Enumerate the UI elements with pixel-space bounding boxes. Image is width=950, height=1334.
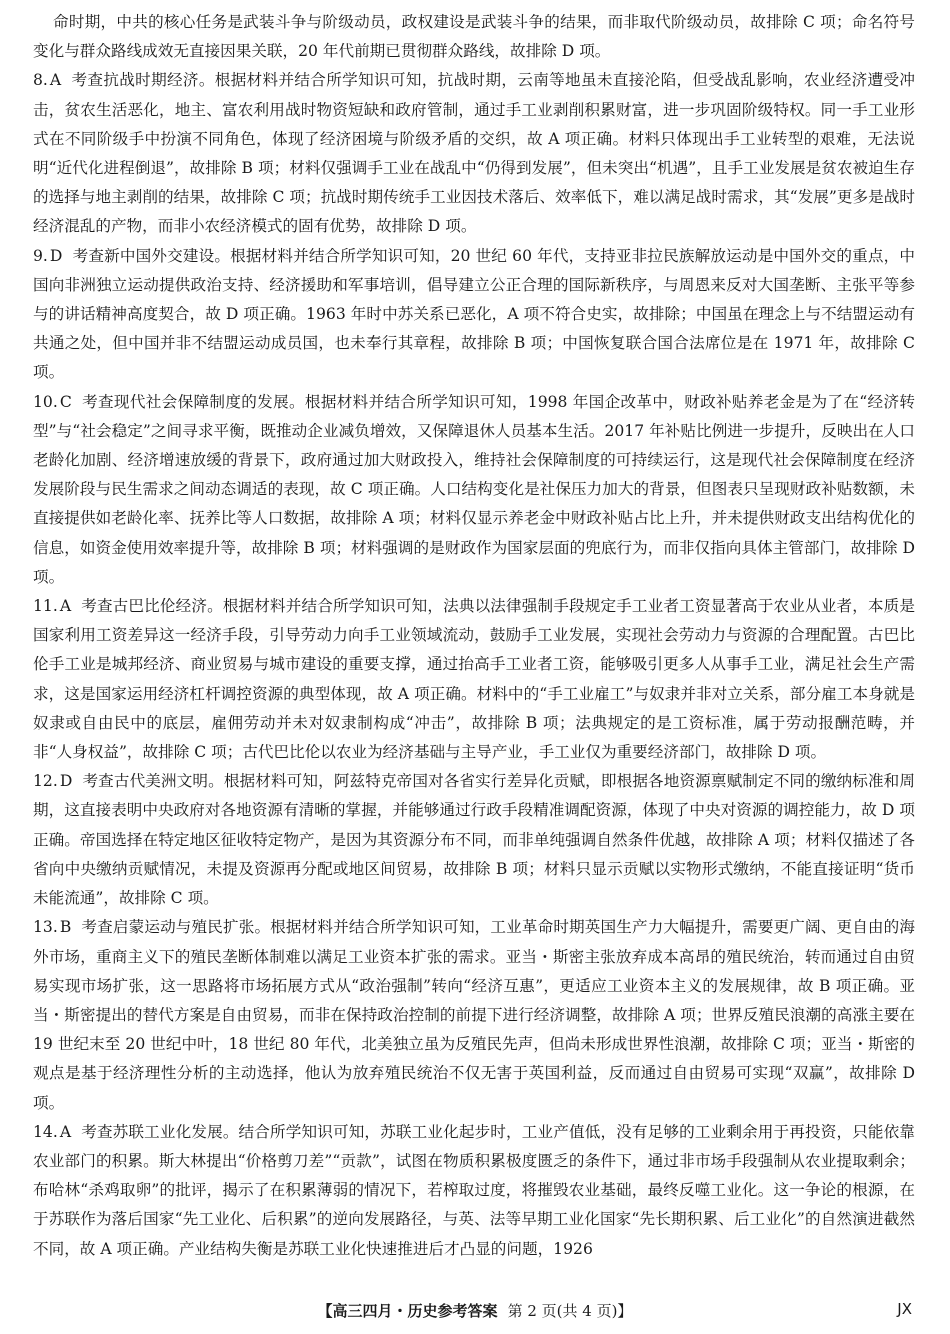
item-number: 10. xyxy=(33,392,58,411)
item-number: 8. xyxy=(33,71,48,90)
item-explanation: 考查苏联工业化发展。结合所学知识可知，苏联工业化起步时，工业产值低，没有足够的工业剩余用于再投资，只能依靠农业部门的积累。斯大林提出“价格剪刀差”“贡款”，试图在物质积累极度匮乏的条件下，通过非市场手段强制从农业提取剩余；布哈林“杀鸡取卵”的批评，揭示了在积累薄弱的情况下，若榨取过度，将摧毁农业基础，最终反噬工业化。这一争论的根源，在于苏联作为落后国家“先工业化、后积累”的逆向发展路径，与英、法等早期工业化国家“先长期积累、后工业化”的自然演进截然不同，故 A 项正确。产业结构失衡是苏联工业化快速推进后才凸显的问题，1926 xyxy=(33,1122,915,1258)
footer-title: 【高三四月・历史参考答案 xyxy=(317,1302,498,1320)
item-answer: D xyxy=(59,772,73,791)
footer-center xyxy=(0,1300,950,1321)
answer-item-13 xyxy=(33,913,915,1117)
item-explanation: 考查古巴比伦经济。根据材料并结合所学知识可知，法典以法律强制手段规定手工业者工资显著高于农业从业者，本质是国家利用工资差异这一经济手段，引导劳动力向手工业领域流动，鼓励手工业发展，实现社会劳动力与资源的合理配置。古巴比伦手工业是城邦经济、商业贸易与城市建设的重要支撑，通过抬高手工业者工资，能够吸引更多人从事手工业，满足社会生产需求，这是国家运用经济杠杆调控资源的典型体现，故 A 项正确。材料中的“手工业雇工”与奴隶并非对立关系，部分雇工本身就是奴隶或自由民中的底层，雇佣劳动并未对奴隶制构成“冲击”，故排除 B 项；法典规定的是工资标准，属于劳动报酬范畴，并非“人身权益”，故排除 C 项；古代巴比伦以农业为经济基础与主导产业，手工业仅为重要经济部门，故排除 D 项。 xyxy=(33,597,915,762)
item-answer: A xyxy=(59,597,72,616)
item-number: 13. xyxy=(33,918,58,937)
item-number: 9. xyxy=(33,246,48,265)
item-explanation: 考查新中国外交建设。根据材料并结合所学知识可知，20 世纪 60 年代，支持亚非拉民族解放运动是中国外交的重点，中国向非洲独立运动提供政治支持、经济援助和军事培训，倡导建立公正合理的国际新秩序，与周恩来反对大国垄断、主张平等参与的讲话精神高度契合，故 D 项正确。1963 年时中苏关系已恶化，A 项不符合史实，故排除；中国虽在理念上与不结盟运动有共通之处，但中国并非不结盟运动成员国，也未奉行其章程，故排除 B 项；中国恢复联合国合法席位是在 1971 年，故排除 C 项。 xyxy=(33,246,915,382)
footer-page-number: 第 2 页(共 4 页)】 xyxy=(507,1302,633,1320)
lead-paragraph: 命时期，中共的核心任务是武装斗争与阶级动员，政权建设是武装斗争的结果，而非取代阶级动员，故排除 C 项；命名符号变化与群众路线成效无直接因果关联，20 年代前期已贯彻群众路线，故排除 D 项。 xyxy=(33,13,915,61)
item-number: 12. xyxy=(33,772,58,791)
answer-item-11 xyxy=(33,592,915,767)
answer-item-14 xyxy=(33,1118,915,1264)
item-answer: A xyxy=(59,1122,72,1141)
answer-item-8 xyxy=(33,66,915,241)
answer-content xyxy=(33,8,915,1264)
item-answer: A xyxy=(49,71,62,90)
answer-item-10 xyxy=(33,388,915,592)
item-explanation: 考查现代社会保障制度的发展。根据材料并结合所学知识可知，1998 年国企改革中，财政补贴养老金是为了在“经济转型”与“社会稳定”之间寻求平衡，既推动企业减负增效，又保障退休人员基本生活。2017 年补贴比例进一步提升，反映出在人口老龄化加剧、经济增速放缓的背景下，政府通过加大财政投入，维持社会保障制度的可持续运行，这是现代社会保障制度在经济发展阶段与民生需求之间动态调适的表现，故 C 项正确。人口结构变化是社保压力加大的背景，但图表只呈现财政补贴数额，未直接提供如老龄化率、抚养比等人口数据，故排除 A 项；材料仅显示养老金中财政补贴占比上升，并未提供财政支出结构优化的信息，如资金使用效率提升等，故排除 B 项；材料强调的是财政作为国家层面的兜底行为，而非仅指向具体主管部门，故排除 D 项。 xyxy=(33,392,915,586)
item-number: 11. xyxy=(33,597,58,616)
item-answer: B xyxy=(59,918,72,937)
answer-item-9 xyxy=(33,242,915,388)
answer-item-12 xyxy=(33,767,915,913)
footer-code: JX xyxy=(897,1300,912,1318)
item-explanation: 考查启蒙运动与殖民扩张。根据材料并结合所学知识可知，工业革命时期英国生产力大幅提升，需要更广阔、更自由的海外市场，重商主义下的殖民垄断体制难以满足工业资本扩张的需求。亚当・斯密主张放弃成本高昂的殖民统治，转而通过自由贸易实现市场扩张，这一思路将市场拓展方式从“政治强制”转向“经济互惠”，更适应工业资本主义的发展规律，故 B 项正确。亚当・斯密提出的替代方案是自由贸易，而非在保持政治控制的前提下进行经济调整，故排除 A 项；世界反殖民浪潮的高涨主要在 19 世纪末至 20 世纪中叶，18 世纪 80 年代，北美独立虽为反殖民先声，但尚未形成世界性浪潮，故排除 C 项；亚当・斯密的观点是基于经济理性分析的主动选择，他认为放弃殖民统治不仅无害于英国利益，反而通过自由贸易可实现“双赢”，故排除 D 项。 xyxy=(33,918,915,1112)
page-footer xyxy=(0,1296,950,1326)
item-explanation: 考查抗战时期经济。根据材料并结合所学知识可知，抗战时期，云南等地虽未直接沦陷，但受战乱影响，农业经济遭受冲击，贫农生活恶化，地主、富农利用战时物资短缺和政府管制，通过手工业剥削积累财富，进一步巩固阶级特权。同一手工业形式在不同阶级手中扮演不同角色，体现了经济困境与阶级矛盾的交织，故 A 项正确。材料只体现出手工业转型的艰难，无法说明“近代化进程倒退”，故排除 B 项；材料仅强调手工业在战乱中“仍得到发展”，但未突出“机遇”，且手工业发展是贫农被迫生存的选择与地主剥削的结果，故排除 C 项；抗战时期传统手工业因技术落后、效率低下，难以满足战时需求，其“发展”更多是战时经济混乱的产物，而非小农经济模式的固有优势，故排除 D 项。 xyxy=(33,71,915,236)
item-answer: D xyxy=(49,246,63,265)
item-explanation: 考查古代美洲文明。根据材料可知，阿兹特克帝国对各省实行差异化贡赋，即根据各地资源禀赋制定不同的缴纳标准和周期，这直接表明中央政府对各地资源有清晰的掌握，并能够通过行政手段精准调配资源，体现了中央对资源的调控能力，故 D 项正确。帝国选择在特定地区征收特定物产，是因为其资源分布不同，而非单纯强调自然条件优越，故排除 A 项；材料仅描述了各省向中央缴纳贡赋情况，未提及资源再分配或地区间贸易，故排除 B 项；材料只显示贡赋以实物形式缴纳，不能直接证明“货币未能流通”，故排除 C 项。 xyxy=(33,772,915,908)
item-answer: C xyxy=(59,392,72,411)
item-number: 14. xyxy=(33,1122,58,1141)
